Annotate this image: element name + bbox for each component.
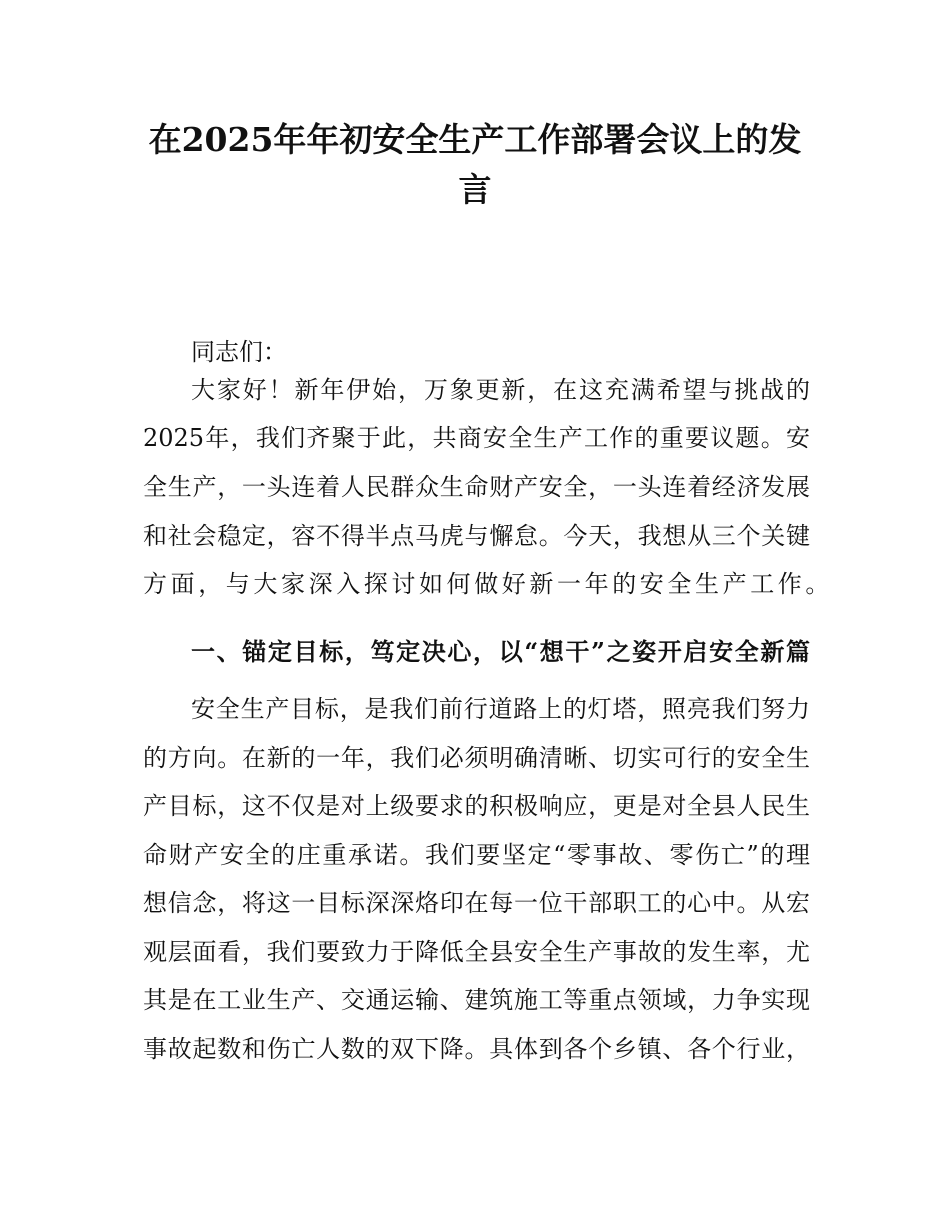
paragraph-line: 其是在工业生产、交通运输、建筑施工等重点领域，力争实现 [143, 986, 810, 1014]
paragraph-line: 想信念，将这一目标深深烙印在每一位干部职工的心中。从宏 [143, 889, 810, 917]
document-title-line-2: 言 [458, 170, 492, 209]
paragraph-line: 的方向。在新的一年，我们必须明确清晰、切实可行的安全生 [143, 744, 810, 772]
paragraph-line: 和社会稳定，容不得半点马虎与懈怠。今天，我想从三个关键 [143, 522, 810, 550]
paragraph-line: 方面，与大家深入探讨如何做好新一年的安全生产工作。 [143, 570, 833, 598]
document-title-line-1: 在2025年年初安全生产工作部署会议上的发 [148, 120, 802, 159]
paragraph-line: 全生产，一头连着人民群众生命财产安全，一头连着经济发展 [143, 473, 810, 501]
paragraph-line: 观层面看，我们要致力于降低全县安全生产事故的发生率，尤 [143, 938, 810, 966]
greeting: 同志们： [191, 338, 287, 366]
paragraph-line: 大家好！新年伊始，万象更新，在这充满希望与挑战的 [191, 376, 810, 404]
paragraph-line: 产目标，这不仅是对上级要求的积极响应，更是对全县人民生 [143, 792, 810, 820]
paragraph-line: 事故起数和伤亡人数的双下降。具体到各个乡镇、各个行业， [143, 1035, 810, 1063]
paragraph-line: 命财产安全的庄重承诺。我们要坚定“零事故、零伤亡”的理 [143, 841, 810, 869]
paragraph-line: 安全生产目标，是我们前行道路上的灯塔，照亮我们努力 [191, 695, 810, 723]
paragraph-line: 2025年，我们齐聚于此，共商安全生产工作的重要议题。安 [143, 424, 810, 452]
section-heading-1: 一、锚定目标，笃定决心，以“想干”之姿开启安全新篇 [191, 637, 810, 666]
